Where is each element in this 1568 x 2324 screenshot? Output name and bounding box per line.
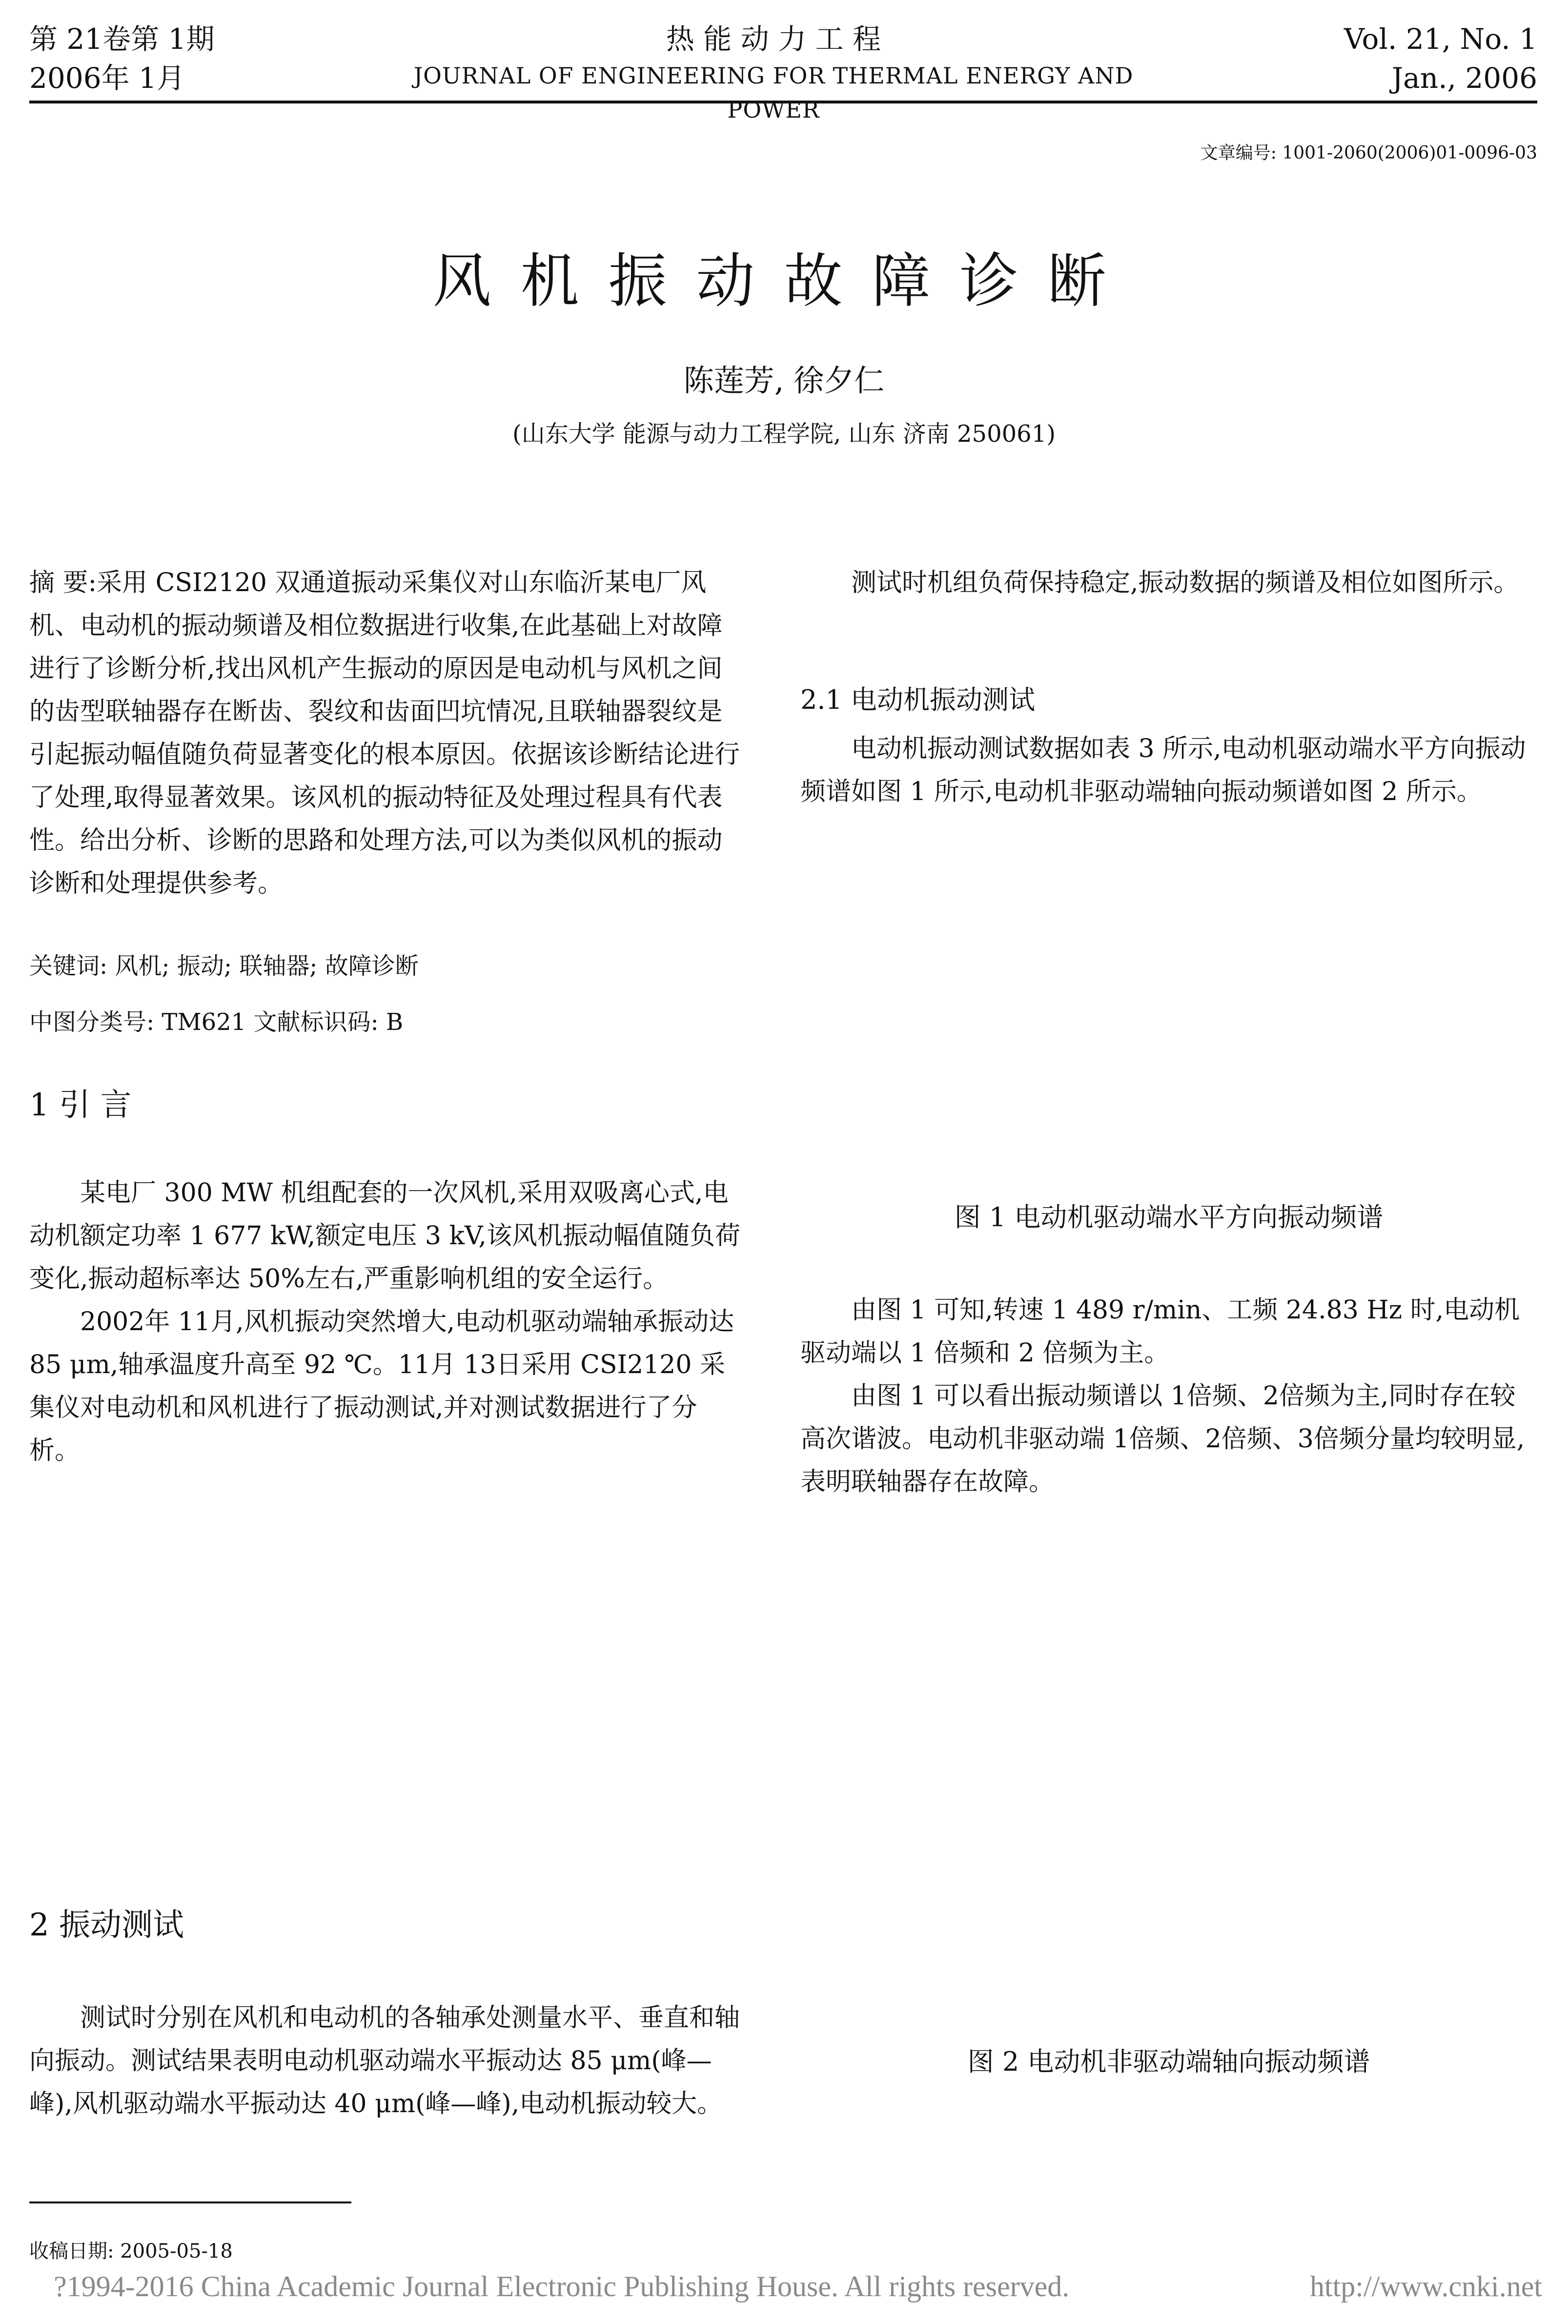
section-1-body: [29, 1172, 747, 1472]
date-zh: 2006年 1月: [29, 62, 185, 95]
abstract-label: 摘 要: [29, 568, 88, 597]
paragraph: 测试时机组负荷保持稳定,振动数据的频谱及相位如图所示。: [851, 568, 1519, 597]
journal-title: [371, 20, 1176, 127]
paragraph: 电动机振动测试数据如表 3 所示,电动机驱动端水平方向振动频谱如图 1 所示,电动机非驱动端轴向振动频谱如图 2 所示。: [800, 734, 1526, 806]
volume-issue-zh: 第 21卷第 1期: [29, 22, 215, 56]
copyright-watermark: [54, 2270, 1542, 2303]
journal-title-zh: 热 能 动 力 工 程: [666, 22, 881, 56]
abstract-text: :采用 CSI2120 双通道振动采集仪对山东临沂某电厂风机、电动机的振动频谱及相位数据进行收集,在此基础上对故障进行了诊断分析,找出风机产生振动的原因是电动机与风机之间的齿型联轴器存在断齿、裂纹和齿面凹坑情况,且联轴器裂纹是引起振动幅值随负荷显著变化的根本原因。依据该诊断结论进行了处理,取得显著效果。该风机的振动特征及处理过程具有代表性。给出分析、诊断的思路和处理方法,可以为类似风机的振动诊断和处理提供参考。: [29, 568, 740, 898]
authors: 陈莲芳, 徐夕仁: [683, 363, 885, 398]
article-number: 文章编号: 1001-2060(2006)01-0096-03: [1200, 143, 1537, 163]
copyright-text: ?1994-2016 China Academic Journal Electronic Publishing House. All rights reserved.: [54, 2270, 1070, 2303]
figure-1-area: [800, 874, 1537, 1186]
header-rule: [29, 101, 1537, 103]
section-2-1-body: [800, 727, 1537, 813]
footnote: 收稿日期: 2005-05-18: [29, 2240, 233, 2262]
classification: 中图分类号: TM621 文献标识码: B: [29, 1008, 404, 1036]
figure-2-area: [800, 1738, 1537, 2021]
article-title: 风机振动故障诊断: [432, 247, 1136, 315]
keywords: 关键词: 风机; 振动; 联轴器; 故障诊断: [29, 952, 419, 980]
date-en: Jan., 2006: [1391, 62, 1537, 95]
abstract: [29, 561, 747, 905]
footnote-rule: [29, 2201, 351, 2203]
paragraph: 测试时分别在风机和电动机的各轴承处测量水平、垂直和轴向振动。测试结果表明电动机驱动端水平振动达 85 μm(峰—峰),风机驱动端水平振动达 40 μm(峰—峰),电动机振动较大。: [29, 2003, 740, 2118]
affiliation: (山东大学 能源与动力工程学院, 山东 济南 250061): [512, 420, 1056, 448]
paragraph: 由图 1 可知,转速 1 489 r/min、工频 24.83 Hz 时,电动机驱动端以 1 倍频和 2 倍频为主。: [800, 1296, 1520, 1368]
section-2-1-title: 2.1 电动机振动测试: [800, 684, 1036, 715]
cnki-url: http://www.cnki.net: [1309, 2270, 1542, 2303]
section-2-body: [29, 1996, 747, 2125]
journal-volume-zh: [29, 20, 322, 98]
volume-issue-en: Vol. 21, No. 1: [1344, 22, 1537, 56]
journal-volume-en: [1220, 20, 1537, 98]
figure-1-caption: 图 1 电动机驱动端水平方向振动频谱: [954, 1202, 1384, 1233]
section-2-title: 2 振动测试: [29, 1907, 184, 1943]
section-1-title: 1 引 言: [29, 1087, 132, 1123]
paragraph: 某电厂 300 MW 机组配套的一次风机,采用双吸离心式,电动机额定功率 1 677 kW,额定电压 3 kV,该风机振动幅值随负荷变化,振动超标率达 50%左右,严重影响机组的安全运行。: [29, 1178, 740, 1294]
figure-2-caption: 图 2 电动机非驱动端轴向振动频谱: [967, 2046, 1370, 2077]
paragraph: 2002年 11月,风机振动突然增大,电动机驱动端轴承振动达 85 μm,轴承温度升高至 92 ℃。11月 13日采用 CSI2120 采集仪对电动机和风机进行了振动测试,并对测试数据进行了分析。: [29, 1307, 734, 1465]
right-body-1: [800, 1289, 1537, 1503]
paragraph: 由图 1 可以看出振动频谱以 1倍频、2倍频为主,同时存在较高次谐波。电动机非驱动端 1倍频、2倍频、3倍频分量均较明显,表明联轴器存在故障。: [800, 1381, 1525, 1497]
right-intro: [800, 561, 1537, 604]
journal-title-en: JOURNAL OF ENGINEERING FOR THERMAL ENERGY AND POWER: [413, 62, 1134, 123]
